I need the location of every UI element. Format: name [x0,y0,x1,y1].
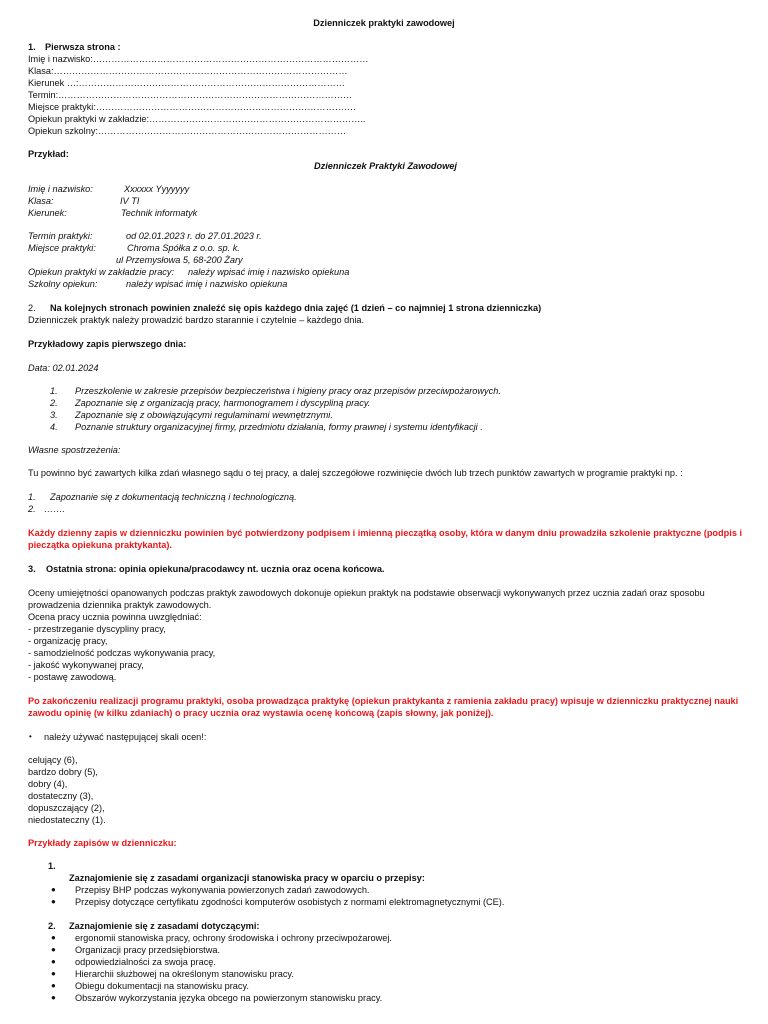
example-label: Przykład: [28,149,69,159]
section2-text: Dzienniczek praktyk należy prowadzić bardzo starannie i czytelnie – każdego dnia. [28,315,365,325]
example-value-direction: Technik informatyk [121,208,198,218]
criteria-item: - jakość wykonywanej pracy, [28,660,144,670]
field-place: Miejsce praktyki:…………………………………………………………………………. [28,102,356,112]
example1-heading: Zaznajomienie się z zasadami organizacji stanowiska pracy w oparciu o przepisy: [69,873,425,883]
grade-item: dopuszczający (2), [28,803,105,813]
field-class: Klasa:…………………………………………………………………………………… [28,66,348,76]
grade-item: dostateczny (3), [28,791,94,801]
criteria-item: - postawę zawodową. [28,672,117,682]
grade-item: niedostateczny (1). [28,815,106,825]
section2-num: 2. [28,303,36,313]
sub-item: ……. [44,504,65,514]
example-value-class: IV TI [120,196,140,206]
example2-item: odpowiedzialności za swoja pracę. [75,957,216,967]
example2-item: Hierarchii służbowej na określonym stanowisku pracy. [75,969,294,979]
sample-item: Zapoznanie się z organizacją pracy, harmonogramem i dyscypliną pracy. [75,398,371,408]
section3-num: 3. [28,564,36,574]
section1-heading: Pierwsza strona : [45,42,121,52]
section3-para-1: Oceny umiejętności opanowanych podczas praktyk zawodowych dokonuje opiekun praktyk na podstawie obserwacji wykonywanych przez ucznia zadań oraz sposobu [28,588,705,598]
field-direction: Kierunek …:…………………………………………………………………………… [28,78,345,88]
criteria-item: - organizację pracy, [28,636,108,646]
section3-para-2: prowadzenia dziennika praktyk zawodowych. [28,600,212,610]
grade-item: celujący (6), [28,755,78,765]
sample-item: Poznanie struktury organizacyjnej firmy, przedmiotu działania, formy prawnej i systemu identyfikacji . [75,422,483,432]
sample-item-num: 3. [50,410,58,420]
example-title: Dzienniczek Praktyki Zawodowej [314,161,457,171]
section1-num: 1. [28,42,36,52]
scale-bullet-text: należy używać następującej skali ocen!: [44,732,207,742]
bullet-icon: ● [51,969,56,978]
sub-item-num: 2. [28,504,36,514]
red-note-line-2: pieczątka opiekuna praktykanta). [28,540,172,550]
sample-date: Data: 02.01.2024 [28,363,99,373]
section3-heading: Ostatnia strona: opinia opiekuna/pracodawcy nt. ucznia oraz ocena końcowa. [46,564,385,574]
example-label-place: Miejsce praktyki: [28,243,96,253]
sub-item: Zapoznanie się z dokumentacją techniczną i technologiczną. [50,492,297,502]
example2-item: ergonomii stanowiska pracy, ochrony środowiska i ochrony przeciwpożarowej. [75,933,392,943]
field-term: Termin:…………………………………………………………………………………… [28,90,353,100]
document-title: Dzienniczek praktyki zawodowej [313,18,455,28]
red-note-line-1: Każdy dzienny zapis w dzienniczku powinien być potwierdzony podpisem i imienną pieczątką osoby, która w danym dniu prowadziła szkolenie praktyczne (podpis i [28,528,743,538]
bullet-icon: ● [51,945,56,954]
section2-heading: Na kolejnych stronach powinien znaleźć się opis każdego dnia zajęć (1 dzień – co najmniej 1 strona dzienniczka) [50,303,542,313]
example2-item: Organizacji pracy przedsiębiorstwa. [75,945,221,955]
example-value-school-supervisor: należy wpisać imię i nazwisko opiekuna [126,279,288,289]
example-value-place: Chroma Spółka z o.o. sp. k. [127,243,240,253]
field-school-supervisor: Opiekun szkolny:……………………………………………………………………… [28,126,347,136]
example2-heading: Zaznajomienie się z zasadami dotyczącymi: [69,921,260,931]
criteria-item: - przestrzeganie dyscypliny pracy, [28,624,166,634]
sample-item-num: 4. [50,422,58,432]
example-label-workplace-supervisor: Opiekun praktyki w zakładzie pracy: [28,267,175,277]
sample-item: Zapoznanie się z obowiązującymi regulaminami wewnętrznymi. [75,410,333,420]
example1-num: 1. [48,861,56,871]
example1-item: Przepisy dotyczące certyfikatu zgodności komputerów osobistych z normami elektromagnetycznymi (CE). [75,897,505,907]
bullet-icon: ● [51,885,56,894]
example-label-class: Klasa: [28,196,54,206]
example2-num: 2. [48,921,56,931]
sample-item: Przeszkolenie w zakresie przepisów bezpieczeństwa i higieny pracy oraz przepisów przeciwpożarowych. [75,386,501,396]
example-value-address: ul Przemysłowa 5, 68-200 Żary [116,255,243,265]
example-value-name: Xxxxxx Yyyyyyy [124,184,190,194]
example-label-direction: Kierunek: [28,208,67,218]
bullet-icon: ● [51,897,56,906]
example1-item: Przepisy BHP podczas wykonywania powierzonych zadań zawodowych. [75,885,370,895]
bullet-icon: ● [51,933,56,942]
section3-para-3: Ocena pracy ucznia powinna uwzględniać: [28,612,202,622]
criteria-item: - samodzielność podczas wykonywania pracy, [28,648,216,658]
sample-item-num: 1. [50,386,58,396]
grade-item: bardzo dobry (5), [28,767,98,777]
example-label-school-supervisor: Szkolny opiekun: [28,279,98,289]
own-notes-text: Tu powinno być zawartych kilka zdań własnego sądu o tej pracy, a dalej szczegółowe rozwinięcie dwóch lub trzech punktów zawartych w programie praktyki np. : [28,468,683,478]
example2-item: Obiegu dokumentacji na stanowisku pracy. [75,981,249,991]
sample-day-heading: Przykładowy zapis pierwszego dnia: [28,339,187,349]
bullet-icon: ● [51,957,56,966]
bullet-icon: • [29,732,32,741]
field-name: Imię i nazwisko:……………………………………………………………………………… [28,54,369,64]
example-label-term: Termin praktyki: [28,231,93,241]
examples-heading: Przykłady zapisów w dzienniczku: [28,838,177,848]
red-note-final-2: zawodu opinię (w kilku zdaniach) o pracy ucznia oraz wystawia ocenę końcową (zapis słowny, jak poniżej). [28,708,494,718]
field-workplace-supervisor: Opiekun praktyki w zakładzie:…………………………………………………………….. [28,114,366,124]
own-notes-label: Własne spostrzeżenia: [28,445,121,455]
example2-item: Obszarów wykorzystania języka obcego na powierzonym stanowisku pracy. [75,993,383,1003]
bullet-icon: ● [51,981,56,990]
sample-item-num: 2. [50,398,58,408]
example-value-workplace-supervisor: należy wpisać imię i nazwisko opiekuna [188,267,350,277]
grade-item: dobry (4), [28,779,68,789]
bullet-icon: ● [51,993,56,1002]
sub-item-num: 1. [28,492,36,502]
red-note-final-1: Po zakończeniu realizacji programu praktyki, osoba prowadząca praktykę (opiekun praktykanta z ramienia zakładu pracy) wpisuje w dzienniczku praktycznej nauki [28,696,739,706]
example-label-name: Imię i nazwisko: [28,184,93,194]
example-value-term: od 02.01.2023 r. do 27.01.2023 r. [126,231,262,241]
